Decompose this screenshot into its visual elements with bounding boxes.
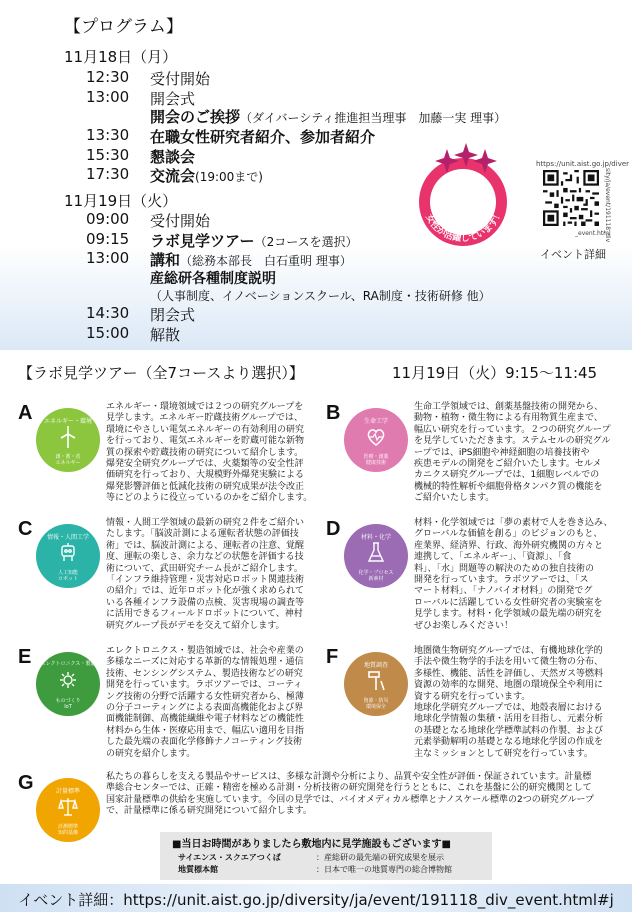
course-letter: D (326, 518, 341, 540)
facility-name: サイエンス・スクエアつくば (178, 853, 281, 862)
greeting-detail: （ダイバーシティ推進担当理事 加藤一実 理事） (240, 111, 507, 125)
qr-url-continued: sity/ja/event/191118_div (604, 168, 611, 243)
course-description: エレクトロニクス・製造領域では、社会や産業の 多様なニーズに対応する革新的な情報処理・通信 技術、センシングシステム、製造技術などの研究 開発を行っています。ラボツアーでは、コーティ ング技術の分野で活躍する女性研究者から、極薄 の分子コーティングによる表面高機能化および界 面機能制御、高機能繊維や電子材料などの機能性 材料から生体・医療応用まで、幅広い適用を目指 した最先端の表面化学修飾ナノコーティング技術 の研究を紹介します。 (106, 646, 305, 759)
hammer-icon (366, 669, 386, 693)
time: 09:00 (86, 210, 130, 228)
notice-title: ■当日お時間がありましたら敷地内に見学施設もございます■ (172, 839, 451, 850)
logo-text: 女性が活躍しています！ (423, 209, 505, 245)
balance-scale-icon (58, 795, 78, 819)
women-active-logo (408, 140, 518, 255)
course-label: 地質調査 (363, 662, 388, 669)
event: ラボ見学ツアー（2コースを選択） (150, 232, 358, 250)
course-label: 情報・人間工学 (46, 534, 89, 541)
facility-desc: ：産総研の最先端の研究成果を展示 (316, 853, 444, 862)
course-letter: F (326, 646, 339, 668)
course-description: 材料・化学領域では「夢の素材で人を巻き込み、 グローバルな価値を創る」のビジョンのもと、 産業界、経済界、行政、海外研究機関の方々と 連携して、「エネルギー」、「資源」、「食 料」、「水」問題等の解決のための独自技術の 開発を行っています。ラボツアーでは、「ス マート材料」、「ナノバイオ材料」の開発でグ ローバルに活躍している女性研究者の実験室を 見学します。材料・化学領域の最先端の研究を ぜひお楽しみください！ (414, 518, 613, 631)
event: 受付開始 (150, 70, 211, 88)
course-icon (36, 524, 100, 588)
course-description: エネルギー・環境領域では２つの研究グループを 見学します。エネルギー貯蔵技術グループでは、 環境にやさしい電気エネルギーの有効利用の研究 を行っており、電気エネルギーを貯蔵可能な新物 質の探索や貯蔵技術の研究について紹介します。 爆発安全研究グループでは、火薬類等の安全性評 価研究を行っており、大規模野外爆発実験による 爆発影響評価と低減化技術の研究成果が法令改正 等にどのように役立っているのかをご紹介します。 (106, 402, 313, 504)
course-icon (344, 408, 408, 472)
course-label: 計量標準 (55, 788, 80, 795)
course-label: 生命工学 (363, 418, 388, 425)
robot-icon (58, 541, 78, 565)
course-label: 材料・化学 (360, 534, 391, 541)
course-icon (36, 778, 100, 842)
course-subtitle: 医療・創薬 健康技術 (363, 454, 389, 466)
course-description: 情報・人間工学領域の最新の研究２件をご紹介い たします。「脳波計測による運転者状態の評価技 術」では、脳波計測による、運転者の注意、覚醒 度、運転の楽しさ、余力などの状態を評価する技 術について、武田研究チーム長がご紹介します。 「インフラ維持管理・災害対応ロボット関連技術 の紹介」では、近年ロボット化が強く求められて いる各種インフラ設備の点検、災害現場の調査等 に活用できるフィールドロボットについて、神村 研究グループ長がデモを交えて紹介します。 (106, 518, 305, 631)
time: 13:00 (86, 88, 130, 106)
course-description: 地圏微生物研究グループでは、有機地球化学的 手法や微生物学的手法を用いて微生物の分布、 多様性、機能、活性を評価し、天然ガス等燃料 資源の効率的な開発、地圏の環境保全や利用に 資する研究を行っています。 地球化学研究グループでは、地殻表層における 地球化学情報の集積・活用を目指し、元素分析 の基礎となる地球化学標準試料の作製、および 元素挙動解明の基礎となる地球化学図の作成を 主なミッションとして研究を行っています。 (414, 646, 604, 759)
event-detail-link[interactable]: イベント詳細：https://unit.aist.go.jp/diversity/ja/event/191118_div_event.html#j (18, 891, 614, 909)
lecture-title: 産総研各種制度説明 (150, 271, 276, 287)
course-icon (36, 408, 100, 472)
course-subtitle: 創・蓄・省 エネルギー (55, 454, 81, 466)
course-subtitle: 計測標準 知的基盤 (57, 824, 78, 836)
event: 受付開始 (150, 212, 211, 230)
event: 在職女性研究者紹介、参加者紹介 (150, 128, 376, 146)
course-b (326, 402, 626, 512)
time: 15:00 (86, 324, 130, 342)
facility-notice (160, 832, 492, 880)
time: 15:30 (86, 146, 130, 164)
time: 13:00 (86, 249, 130, 267)
flask-icon (366, 541, 386, 565)
party-note: (19:00まで) (195, 170, 263, 184)
time: 09:15 (86, 230, 130, 248)
tour-header (18, 362, 618, 383)
course-d (326, 518, 626, 638)
day2-heading: 11月19日（火） (64, 192, 178, 210)
tour-date: 11月19日（火）9:15〜11:45 (392, 364, 598, 382)
lecture-detail: （人事制度、イノベーションスクール、RA制度・技術研修 他） (150, 289, 491, 303)
time: 14:30 (86, 304, 130, 322)
course-subtitle: 人工知能 ロボット (57, 570, 78, 582)
qr-url: https://unit.aist.go.jp/diver (536, 160, 630, 168)
course-a (18, 402, 318, 512)
footer (0, 884, 632, 912)
course-letter: B (326, 402, 341, 424)
time: 13:30 (86, 126, 130, 144)
course-g (18, 772, 618, 836)
time: 12:30 (86, 68, 130, 86)
course-subtitle: 資源・防災 環境保全 (363, 698, 389, 710)
program-section (0, 0, 632, 350)
event: 講和（総務本部長 白石重明 理事） (150, 251, 352, 269)
course-e (18, 646, 318, 766)
program-title: 【プログラム】 (64, 17, 183, 37)
course-label: エネルギー・環境 (43, 418, 92, 425)
greeting-line (150, 106, 506, 127)
course-subtitle: 化学・プロセス 新素材 (358, 570, 394, 582)
heart-pulse-icon (366, 425, 386, 449)
time: 17:30 (86, 165, 130, 183)
event: 開会式 (150, 90, 196, 108)
event: 閉会式 (150, 306, 196, 324)
qr-url-end: _event.html (575, 230, 611, 237)
course-f (326, 646, 626, 766)
event: 懇談会 (150, 148, 196, 166)
day1-heading: 11月18日（月） (64, 48, 178, 66)
course-letter: A (18, 402, 33, 424)
greeting: 開会のご挨拶 (150, 108, 241, 126)
course-icon (36, 652, 100, 716)
wind-turbine-icon (58, 425, 78, 449)
qr-label: イベント詳細 (540, 248, 606, 261)
facility-name: 地質標本館 (178, 865, 218, 874)
course-letter: C (18, 518, 33, 540)
qr-code[interactable] (543, 170, 599, 226)
course-c (18, 518, 318, 638)
event: 解散 (150, 326, 181, 344)
course-label: エレクトロニクス・製造 (40, 661, 96, 667)
course-icon (344, 652, 408, 716)
course-description: 生命工学領域では、創薬基盤技術の開発から、 動物・植物・微生物による有用物質生産まで、 幅広い研究を行っています。２つの研究グループ を見学していただきます。ステムセルの研究グル ープでは、iPS細胞や神経細胞の培養技術や 疾患モデルの開発をご紹介いたします。セルメ カニクス研究グループでは、1細胞レベルでの 機械的特性解析や細胞骨格タンパク質の機能を ご紹介いたします。 (414, 402, 611, 504)
lecture-speaker: （総務本部長 白石重明 理事） (180, 254, 352, 268)
course-subtitle: ものづくり IoT (55, 698, 81, 710)
gear-icon (58, 669, 78, 693)
tour-note: （2コースを選択） (254, 235, 358, 249)
course-icon (344, 524, 408, 588)
course-letter: G (18, 772, 34, 794)
facility-desc: ：日本で唯一の地質専門の総合博物館 (316, 865, 452, 874)
event: 交流会(19:00まで) (150, 167, 263, 185)
course-description: 私たちの暮らしを支える製品やサービスは、多様な計測や分析により、品質や安全性が評価・保証されています。計量標 準総合センターでは、正確・精密を極める計測・分析技術の研究開発を行うとともに、これを基盤に公的研究機関として 国家計量標準の供給を実施しています。今回の見学では、バイオメディカル標準とナノスケール標準の2つの研究グループ で、計量標準に係る研究開発について紹介します。 (106, 772, 595, 817)
tour-title: 【ラボ見学ツアー（全7コースより選択）】 (18, 364, 304, 382)
course-letter: E (18, 646, 32, 668)
